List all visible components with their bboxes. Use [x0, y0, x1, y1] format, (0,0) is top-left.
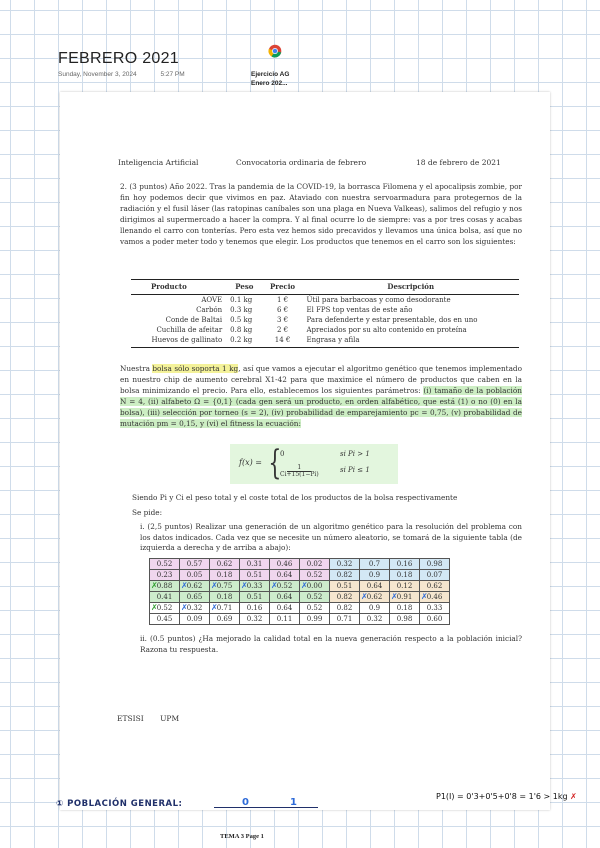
- random-cell: [180, 570, 210, 581]
- cell: 6 €: [276, 306, 289, 314]
- random-value: 0.9: [368, 571, 381, 579]
- random-cell: [150, 614, 180, 625]
- note-title: FEBRERO 2021: [58, 50, 179, 67]
- random-value: 0.64: [276, 593, 293, 601]
- random-cell: [330, 603, 360, 614]
- random-value: 0.52: [156, 604, 173, 612]
- random-cell: [330, 570, 360, 581]
- random-value: 0.99: [306, 615, 323, 623]
- fitness-formula: [230, 444, 398, 484]
- random-row: [150, 603, 450, 614]
- note-date: Sunday, November 3, 2024: [58, 71, 137, 78]
- random-cell: [240, 592, 270, 603]
- random-cell: [270, 614, 300, 625]
- random-value: 0.65: [186, 593, 203, 601]
- random-cell: [390, 592, 420, 603]
- random-value: 0.02: [306, 560, 323, 568]
- cell: 14 €: [263, 335, 303, 348]
- page-footer-left: [117, 714, 193, 723]
- random-value: 0.45: [156, 615, 173, 623]
- random-value: 0.62: [426, 582, 443, 590]
- page-footer: TEMA 3 Page 1: [220, 833, 264, 840]
- random-cell: [390, 614, 420, 625]
- cell: 3 €: [276, 316, 289, 324]
- random-cell: [270, 570, 300, 581]
- formula-numerator: 1: [287, 464, 311, 472]
- random-cell: [360, 559, 390, 570]
- random-cell: [210, 570, 240, 581]
- random-cell: [210, 559, 240, 570]
- random-cell: [180, 603, 210, 614]
- cell: 1 €: [276, 296, 289, 304]
- random-cell: [270, 592, 300, 603]
- table-row: [131, 315, 519, 325]
- random-value: 0.62: [366, 593, 383, 601]
- formula-brace: {: [268, 443, 282, 483]
- random-value: 0.05: [186, 571, 203, 579]
- random-cell: [360, 592, 390, 603]
- table-row: [131, 335, 519, 348]
- params-text-c: , así que vamos a ejecutar el algoritmo genético que tenemos implementado en nuestro chip de aumento cerebral X1-42 para que maximice el número de productos que caben en la bolsa minimizando el precio. Para ello, establecemos los siguientes parámetros:: [120, 364, 523, 395]
- random-value: 0.09: [186, 615, 203, 623]
- col-peso: Peso: [226, 280, 262, 295]
- random-value: 0.9: [368, 604, 381, 612]
- random-cell: [420, 581, 450, 592]
- tick-mark-icon: ✗: [211, 603, 218, 612]
- random-cell: [240, 570, 270, 581]
- random-cell: [150, 559, 180, 570]
- random-value: 0.18: [216, 571, 233, 579]
- random-cell: [180, 581, 210, 592]
- random-row: [150, 570, 450, 581]
- random-value: 0.18: [216, 593, 233, 601]
- random-value: 0.00: [306, 582, 323, 590]
- random-cell: [180, 614, 210, 625]
- cell: AOVE: [201, 296, 223, 304]
- random-cell: [420, 603, 450, 614]
- random-value: 0.71: [336, 615, 353, 623]
- random-cell: [240, 603, 270, 614]
- random-value: 0.82: [336, 593, 353, 601]
- products-table: [131, 279, 519, 348]
- random-value: 0.18: [396, 604, 413, 612]
- cell: Conde de Baltai: [165, 316, 223, 324]
- random-value: 0.71: [216, 604, 233, 612]
- cell: Para defenderte y estar presentable, dos en uno: [306, 316, 478, 324]
- random-value: 0.75: [216, 582, 233, 590]
- tick-mark-icon: ✗: [151, 603, 158, 612]
- axis-label-1: 1: [290, 797, 297, 808]
- cell: 0.3 kg: [230, 306, 253, 314]
- header-date: 18 de febrero de 2021: [416, 158, 501, 167]
- random-numbers-table: [149, 558, 450, 625]
- cell: Cuchilla de afeitar: [156, 326, 223, 334]
- random-cell: [300, 581, 330, 592]
- footer-school: ETSISI: [117, 714, 144, 723]
- random-cell: [390, 570, 420, 581]
- random-value: 0.31: [246, 560, 263, 568]
- random-row: [150, 581, 450, 592]
- tick-mark-icon: ✗: [181, 581, 188, 590]
- random-value: 0.52: [306, 604, 323, 612]
- random-value: 0.51: [246, 571, 263, 579]
- after-formula-text: Siendo Pi y Ci el peso total y el coste total de los productos de la bolsa respectivamente: [132, 493, 458, 502]
- random-value: 0.32: [186, 604, 203, 612]
- item-i: i. (2,5 puntos) Realizar una generación de un algoritmo genético para la resolución del problema con los datos indicados. Cada vez que se necesite un número aleatorio, se tomará de la siguiente tabla (de izquierda a derecha y de arriba a abajo):: [140, 522, 522, 552]
- random-value: 0.57: [186, 560, 203, 568]
- random-value: 0.51: [336, 582, 353, 590]
- random-cell: [300, 570, 330, 581]
- random-cell: [420, 559, 450, 570]
- random-cell: [210, 614, 240, 625]
- random-cell: [300, 559, 330, 570]
- random-cell: [300, 592, 330, 603]
- random-cell: [330, 581, 360, 592]
- table-row: [131, 325, 519, 335]
- random-value: 0.18: [396, 571, 413, 579]
- random-value: 0.41: [156, 593, 173, 601]
- header-course: Inteligencia Artificial: [118, 158, 199, 167]
- random-value: 0.32: [366, 615, 383, 623]
- note-datetime: [58, 71, 207, 78]
- random-cell: [300, 603, 330, 614]
- cell: Huevos de gallinato: [131, 335, 226, 348]
- handwritten-equation: P1(I) = 0'3+0'5+0'8 = 1'6 > 1kg: [436, 792, 568, 801]
- random-value: 0.11: [276, 615, 293, 623]
- random-value: 0.33: [426, 604, 443, 612]
- random-value: 0.52: [156, 560, 173, 568]
- random-cell: [270, 559, 300, 570]
- random-value: 0.88: [156, 582, 173, 590]
- cell: 0.2 kg: [226, 335, 262, 348]
- highlight-parameters: (i) tamaño de la población N = 4, (ii) alfabeto Ω = {0,1} (cada gen será un producto, en orden alfabético, que está (1) o no (0) en la bolsa), (iii) selección por torneo (s = 2), (iv) probabilidad de emparejamiento pc = 0,75, (v) probabilidad de mutación pm = 0,15, y (vi) el fitness la ecuación:: [120, 386, 522, 428]
- random-value: 0.16: [246, 604, 263, 612]
- random-cell: [180, 592, 210, 603]
- col-descripcion: Descripción: [303, 280, 520, 295]
- cell: Engrasa y afila: [303, 335, 520, 348]
- random-cell: [270, 581, 300, 592]
- highlight-bag-limit: bolsa sólo soporta 1 kg: [152, 364, 239, 373]
- cell: 0.1 kg: [230, 296, 253, 304]
- random-cell: [330, 592, 360, 603]
- random-value: 0.64: [276, 604, 293, 612]
- random-cell: [210, 581, 240, 592]
- tick-mark-icon: ✗: [151, 581, 158, 590]
- random-cell: [210, 592, 240, 603]
- tick-mark-icon: ✗: [181, 603, 188, 612]
- random-cell: [330, 614, 360, 625]
- attachment-filename[interactable]: [251, 70, 289, 88]
- handwritten-note-left: ① POBLACIÓN GENERAL:: [56, 799, 183, 809]
- random-cell: [420, 592, 450, 603]
- formula-denominator: Ci+15(1−Pi): [280, 471, 319, 478]
- cell: Útil para barbacoas y como desodorante: [306, 296, 451, 304]
- random-value: 0.98: [396, 615, 413, 623]
- cell: 0.8 kg: [230, 326, 253, 334]
- tick-mark-icon: ✗: [271, 581, 278, 590]
- random-value: 0.52: [306, 593, 323, 601]
- random-value: 0.33: [246, 582, 263, 590]
- random-value: 0.32: [336, 560, 353, 568]
- cell: 2 €: [276, 326, 289, 334]
- tick-mark-icon: ✗: [301, 581, 308, 590]
- random-cell: [420, 570, 450, 581]
- random-value: 0.51: [246, 593, 263, 601]
- random-value: 0.69: [216, 615, 233, 623]
- random-cell: [360, 570, 390, 581]
- random-value: 0.91: [396, 593, 413, 601]
- random-cell: [360, 581, 390, 592]
- random-value: 0.98: [426, 560, 443, 568]
- cell: Apreciados por su alto contenido en proteína: [306, 326, 467, 334]
- cross-mark-icon: ✗: [570, 792, 577, 801]
- exam-page: [60, 92, 550, 810]
- attachment-line-2: Enero 202...: [251, 80, 288, 87]
- random-value: 0.46: [276, 560, 293, 568]
- formula-case1-value: 0: [280, 450, 285, 458]
- random-cell: [360, 614, 390, 625]
- tick-mark-icon: ✗: [241, 581, 248, 590]
- tick-mark-icon: ✗: [211, 581, 218, 590]
- random-cell: [150, 570, 180, 581]
- formula-case1-cond: si Pi > 1: [340, 450, 370, 458]
- random-value: 0.46: [426, 593, 443, 601]
- random-row: [150, 592, 450, 603]
- question-intro: 2. (3 puntos) Año 2022. Tras la pandemia de la COVID-19, la borrasca Filomena y el apocalipsis zombie, por fin hoy podemos decir que vivimos en paz. Ataviado con nuestra servoarmadura para protegernos de la radiación y el fusil láser (las ratopinas caníbales son una plaga en Nueva Valkeas), salimos del refugio y nos dirigimos al supermercado a hacer la compra. Y al final ocurre lo de siempre: vas a por tres cosas y acabas llenando el carro con tonterías. Pero esta vez hemos sido precavidos y llevamos una única bolsa, así que no vamos a poder meter todo y tenemos que elegir. Los productos que tenemos en el carro son los siguientes:: [120, 182, 522, 246]
- random-cell: [390, 603, 420, 614]
- table-row: [131, 305, 519, 315]
- axis-label-0: 0: [242, 797, 249, 808]
- random-row: [150, 614, 450, 625]
- random-value: 0.32: [246, 615, 263, 623]
- random-value: 0.52: [276, 582, 293, 590]
- table-row: [131, 295, 519, 306]
- item-ii: ii. (0.5 puntos) ¿Ha mejorado la calidad total en la nueva generación respecto a la población inicial? Razona tu respuesta.: [140, 634, 522, 654]
- footer-univ: UPM: [160, 714, 180, 723]
- question-parameters: [120, 363, 522, 429]
- random-value: 0.82: [336, 604, 353, 612]
- random-cell: [300, 614, 330, 625]
- random-cell: [240, 581, 270, 592]
- random-cell: [240, 559, 270, 570]
- random-cell: [390, 559, 420, 570]
- col-producto: Producto: [131, 280, 226, 295]
- handwritten-axis: [214, 797, 324, 812]
- random-cell: [390, 581, 420, 592]
- random-value: 0.82: [336, 571, 353, 579]
- random-cell: [330, 559, 360, 570]
- random-value: 0.12: [396, 582, 413, 590]
- params-text-a: Nuestra: [120, 364, 153, 373]
- random-cell: [150, 592, 180, 603]
- random-value: 0.07: [426, 571, 443, 579]
- cell: El FPS top ventas de este año: [306, 306, 413, 314]
- note-time: 5:27 PM: [160, 71, 185, 78]
- formula-case2-cond: si Pi ≤ 1: [340, 466, 370, 474]
- random-cell: [360, 603, 390, 614]
- random-cell: [240, 614, 270, 625]
- formula-case2-fraction: [280, 464, 319, 478]
- random-value: 0.7: [368, 560, 381, 568]
- se-pide: Se pide:: [132, 508, 163, 517]
- col-precio: Precio: [263, 280, 303, 295]
- random-value: 0.64: [276, 571, 293, 579]
- random-cell: [270, 603, 300, 614]
- axis-line: [214, 807, 318, 808]
- random-row: [150, 559, 450, 570]
- random-cell: [210, 603, 240, 614]
- tick-mark-icon: ✗: [361, 592, 368, 601]
- random-value: 0.64: [366, 582, 383, 590]
- handwritten-note-right: [436, 792, 577, 801]
- cell: 0.5 kg: [230, 316, 253, 324]
- random-value: 0.16: [396, 560, 413, 568]
- tick-mark-icon: ✗: [391, 592, 398, 601]
- random-value: 0.23: [156, 571, 173, 579]
- random-value: 0.52: [306, 571, 323, 579]
- random-value: 0.62: [216, 560, 233, 568]
- cell: Carbón: [196, 306, 223, 314]
- random-cell: [420, 614, 450, 625]
- random-cell: [150, 603, 180, 614]
- random-value: 0.60: [426, 615, 443, 623]
- attachment-line-1: Ejercicio AG: [251, 71, 290, 78]
- random-cell: [150, 581, 180, 592]
- header-exam: Convocatoria ordinaria de febrero: [236, 158, 367, 167]
- random-value: 0.62: [186, 582, 203, 590]
- random-cell: [180, 559, 210, 570]
- formula-lhs: f(x) =: [239, 458, 262, 467]
- chrome-logo-icon[interactable]: [268, 44, 282, 58]
- tick-mark-icon: ✗: [421, 592, 428, 601]
